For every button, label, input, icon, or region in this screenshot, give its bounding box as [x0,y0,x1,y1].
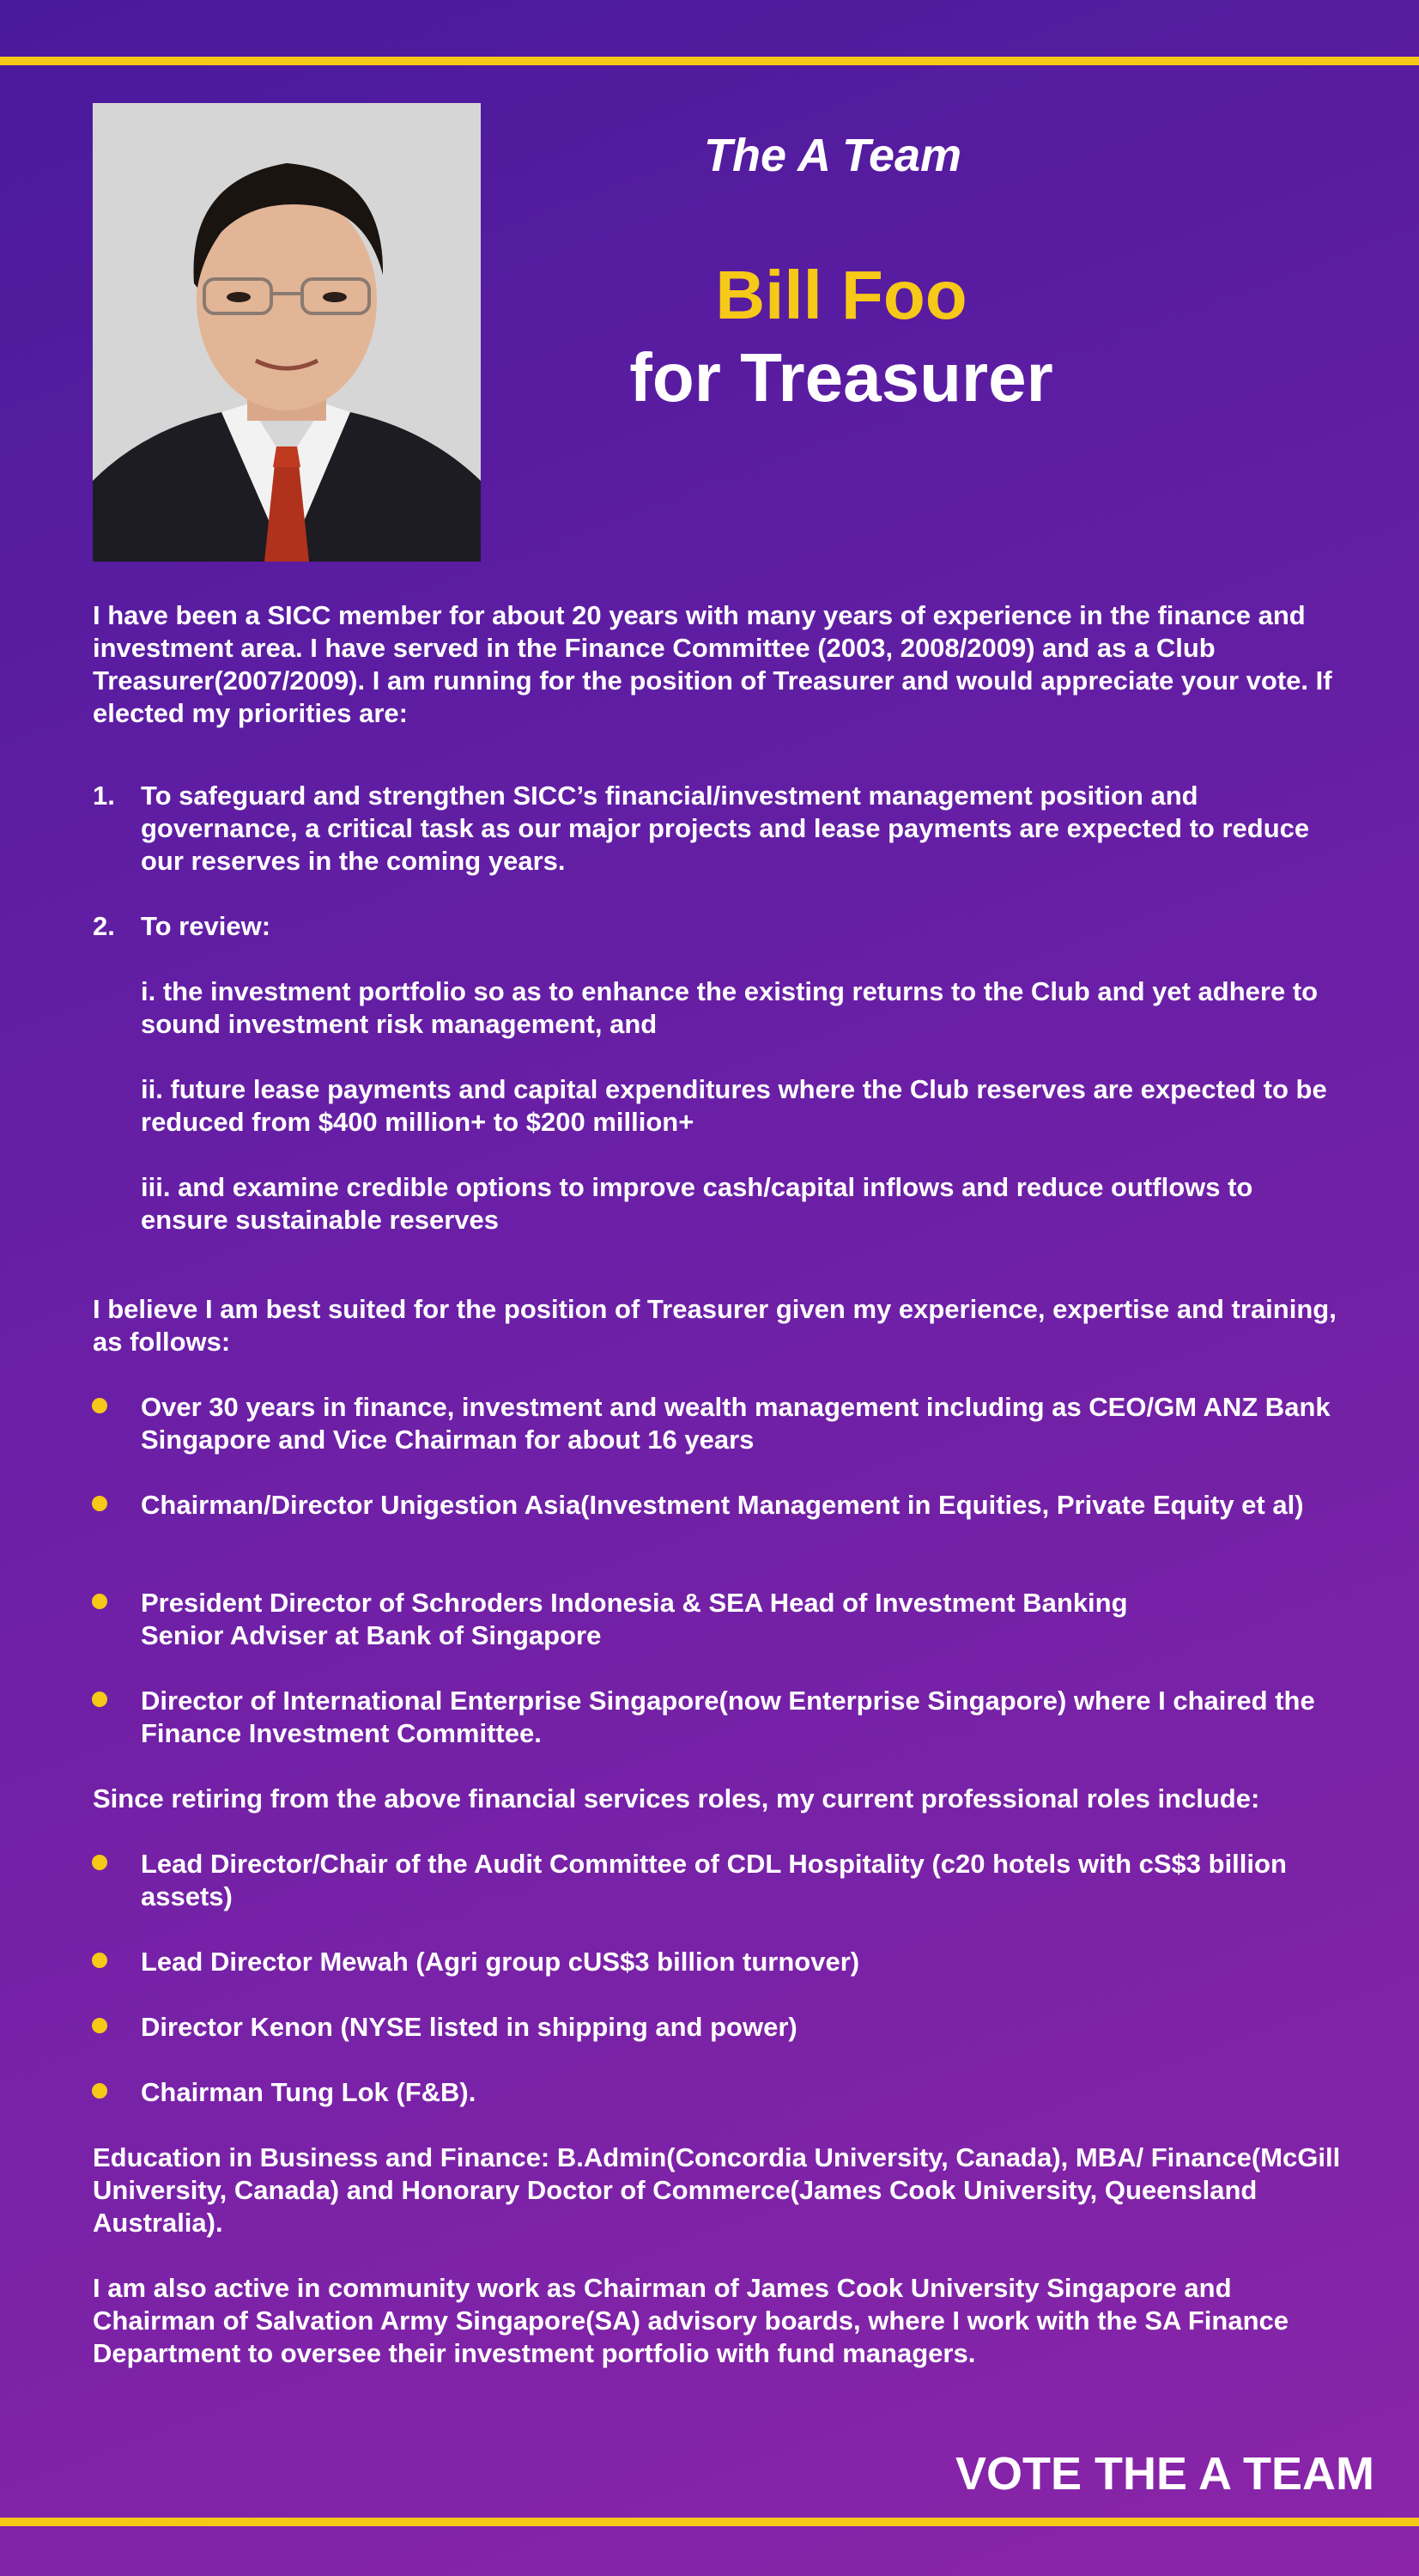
experience-item: Director of International Enterprise Singapore(now Enterprise Singapore) where I chaired the Finance Investment Committee. [141,1686,1315,1748]
bullet-icon [92,1594,107,1609]
bottom-accent-rule [0,2518,1419,2526]
suited-intro: I believe I am best suited for the position of Treasurer given my experience, expertise and training, as follows: [93,1294,1337,1357]
current-role-item: Chairman Tung Lok (F&B). [141,2077,476,2107]
priority-number: 1. [93,781,115,811]
current-role-item: Director Kenon (NYSE listed in shipping and power) [141,2012,797,2042]
bullet-icon [92,1692,107,1707]
bullet-icon [92,1855,107,1870]
experience-item: Over 30 years in finance, investment and wealth management including as CEO/GM ANZ Bank Singapore and Vice Chairman for about 16 years [141,1392,1331,1455]
intro-paragraph: I have been a SICC member for about 20 years with many years of experience in the finance and investment area. I have served in the Finance Committee (2003, 2008/2009) and as a Club Treasurer(2007/2009). I am running for the position of Treasurer and would appreciate your vote. If elected my priorities are: [93,600,1332,728]
team-title: The A Team [703,130,962,181]
experience-item: President Director of Schroders Indonesia & SEA Head of Investment Banking Senior Adviser at Bank of Singapore [141,1588,1128,1650]
bullet-icon [92,2018,107,2033]
bullet-icon [92,1496,107,1511]
priority-item: To safeguard and strengthen SICC’s financial/investment management position and governance, a critical task as our major projects and lease payments are expected to reduce our reserves in the coming years. [141,781,1310,876]
community-paragraph: I am also active in community work as Chairman of James Cook University Singapore and Chairman of Salvation Army Singapore(SA) advisory boards, where I work with the SA Finance Department to oversee their investment portfolio with fund managers. [93,2273,1289,2368]
current-role-item: Lead Director/Chair of the Audit Committee of CDL Hospitality (c20 hotels with cS$3 billion assets) [141,1849,1287,1911]
education-paragraph: Education in Business and Finance: B.Admin(Concordia University, Canada), MBA/ Finance(McGill University, Canada) and Honorary Doctor of Commerce(James Cook University, Queensland Australia). [93,2142,1341,2238]
review-item: ii. future lease payments and capital expenditures where the Club reserves are expected to be reduced from $400 million+ to $200 million+ [141,1074,1327,1137]
candidate-role: for Treasurer [629,339,1053,416]
review-item: iii. and examine credible options to improve cash/capital inflows and reduce outflows to ensure sustainable reserves [141,1172,1253,1235]
bullet-icon [92,1953,107,1968]
review-item: i. the investment portfolio so as to enhance the existing returns to the Club and yet adhere to sound investment risk management, and [141,976,1319,1039]
current-role-item: Lead Director Mewah (Agri group cUS$3 billion turnover) [141,1947,860,1977]
experience-item: Chairman/Director Unigestion Asia(Investment Management in Equities, Private Equity et al) [141,1490,1304,1520]
candidate-photo [93,103,481,562]
priority-number: 2. [93,911,115,941]
portrait-image [93,103,481,562]
candidate-name: Bill Foo [715,257,967,333]
bullet-icon [92,1398,107,1413]
vote-slogan: VOTE THE A TEAM [955,2448,1374,2500]
bullet-icon [92,2083,107,2099]
current-roles-intro: Since retiring from the above financial services roles, my current professional roles include: [93,1783,1260,1814]
top-accent-rule [0,57,1419,65]
priority-item: To review: [141,911,271,941]
